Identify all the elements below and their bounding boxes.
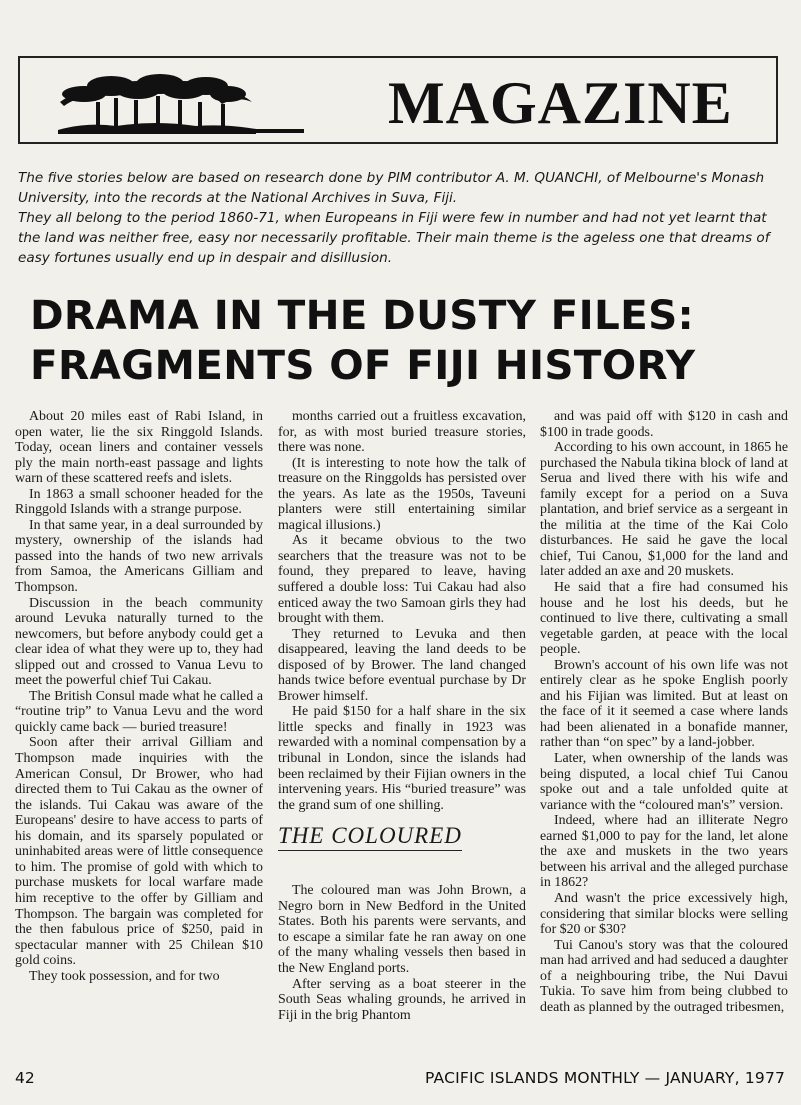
paragraph: and was paid off with $120 in cash and $100 in trade goods.: [540, 409, 788, 440]
publication-masthead: PACIFIC ISLANDS MONTHLY — JANUARY, 1977: [425, 1069, 786, 1087]
paragraph: Soon after their arrival Gilliam and Thompson made inquiries with the American Consul, Dr Brower, who had directed them to Tui Cakau as the owner of the islands. Tui Cakau was aware of the Europeans' desire to have access to parts of his domain, and its sparsely populated or uninhabited areas were of little consequence to him. The promise of gold with which to purchase muskets for local warfare made him receptive to the offer by Gilliam and Thompson. The bargain was completed for the then fabulous price of $250, paid in spectacular manner with 25 Chilean $10 gold coins.: [15, 735, 263, 969]
magazine-title: MAGAZINE: [388, 70, 733, 136]
paragraph: Brown's account of his own life was not entirely clear as he spoke English poorly and his Fijian was limited. But at least on the face of it it seemed a case where lands had been alienated in a bonafide manner, rather than “on spec” by a land-jobber.: [540, 657, 788, 751]
palm-trees-logo: [56, 72, 306, 134]
paragraph: months carried out a fruitless excavation, for, as with most buried treasure stories, there was none.: [278, 409, 526, 456]
article-headline: [30, 290, 780, 390]
magazine-banner: [18, 56, 778, 144]
intro-blurb: [18, 168, 784, 268]
paragraph: They returned to Levuka and then disappeared, leaving the land deeds to be disposed of by Brower. The land changed hands twice before eventual purchase by Dr Brower himself.: [278, 626, 526, 704]
article-column-1: [15, 409, 263, 984]
paragraph: As it became obvious to the two searchers that the treasure was not to be found, they prepared to leave, having suffered a double loss: Tui Cakau had also enticed away the two Samoan girls they had brought with them.: [278, 533, 526, 627]
paragraph: Later, when ownership of the lands was being disputed, a local chief Tui Canou spoke out and a tale unfolded quite at variance with the “coloured man's” version.: [540, 751, 788, 813]
paragraph: (It is interesting to note how the talk of treasure on the Ringgolds has persisted over the years. As late as the 1950s, Taveuni planters were still entertaining similar magical illusions.): [278, 455, 526, 533]
section-subheading: THE COLOURED: [278, 823, 462, 851]
headline-line: DRAMA IN THE DUSTY FILES:: [30, 291, 695, 339]
paragraph: The coloured man was John Brown, a Negro born in New Bedford in the United States. Both his parents were servants, and to escape a similar fate he ran away on one of the many whaling vessels then based in the New England ports.: [278, 883, 526, 976]
paragraph: He said that a fire had consumed his house and he lost his deeds, but he continued to live there, cultivating a small vegetable garden, at peace with the local people.: [540, 580, 788, 658]
page-number: 42: [15, 1069, 35, 1087]
intro-paragraph: They all belong to the period 1860-71, when Europeans in Fiji were few in number and had not yet learnt that the land was neither free, easy nor necessarily profitable. Their main theme is the ageless one that dreams of easy fortunes usually end up in despair and disillusion.: [18, 210, 770, 266]
paragraph: According to his own account, in 1865 he purchased the Nabula tikina block of land at Serua and lived there with his wife and family except for a period on a Suva plantation, and brief service as a sergeant in the militia at the time of the Kai Colo disturbances. He said he gave the local chief, Tui Canou, $1,000 for the land and later added an axe and 20 muskets.: [540, 440, 788, 580]
paragraph: And wasn't the price excessively high, considering that similar blocks were selling for $20 or $30?: [540, 890, 788, 938]
article-column-3: [540, 409, 788, 1015]
paragraph: Tui Canou's story was that the coloured man had arrived and had seduced a daughter of a neighbouring tribe, the Nui Davui Tukia. To save him from being clubbed to death as planned by the outraged tribesmen,: [540, 937, 788, 1015]
paragraph: Indeed, where had an illiterate Negro earned $1,000 to pay for the land, let alone the axe and muskets in the two years between his arrival and the alleged purchase in 1862?: [540, 813, 788, 891]
paragraph: They took possession, and for two: [29, 968, 220, 984]
paragraph: Discussion in the beach community around Levuka naturally turned to the newcomers, but before anybody could get a clear idea of what they were up to, they had slipped out and crossed to Vanua Levu to meet the powerful chief Tui Cakau.: [15, 595, 263, 689]
paragraph: The British Consul made what he called a “routine trip” to Vanua Levu and the word quickly came back — buried treasure!: [15, 688, 263, 735]
headline-line: FRAGMENTS OF FIJI HISTORY: [30, 341, 696, 389]
intro-paragraph: The five stories below are based on research done by PIM contributor A. M. QUANCHI, of Melbourne's Monash University, into the records at the National Archives in Suva, Fiji.: [18, 170, 765, 206]
paragraph: In 1863 a small schooner headed for the Ringgold Islands with a strange purpose.: [15, 486, 263, 518]
paragraph: About 20 miles east of Rabi Island, in open water, lie the six Ringgold Islands. Today, ocean liners and container vessels ply the main north-east passage and lights warn of these scattered reefs and islets.: [15, 409, 263, 487]
paragraph: He paid $150 for a half share in the six little specks and finally in 1923 was rewarded with a nominal compensation by a tribunal in London, since the islands had been reclaimed by their Fijian owners in the intervening years. His “buried treasure” was the grand sum of one shilling.: [278, 704, 526, 813]
paragraph: In that same year, in a deal surrounded by mystery, ownership of the islands had passed into the hands of two new arrivals from Samoa, the Americans Gilliam and Thompson.: [15, 517, 263, 596]
article-column-2: [278, 409, 526, 1023]
paragraph: After serving as a boat steerer in the South Seas whaling grounds, he arrived in Fiji in the brig Phantom: [278, 976, 526, 1023]
